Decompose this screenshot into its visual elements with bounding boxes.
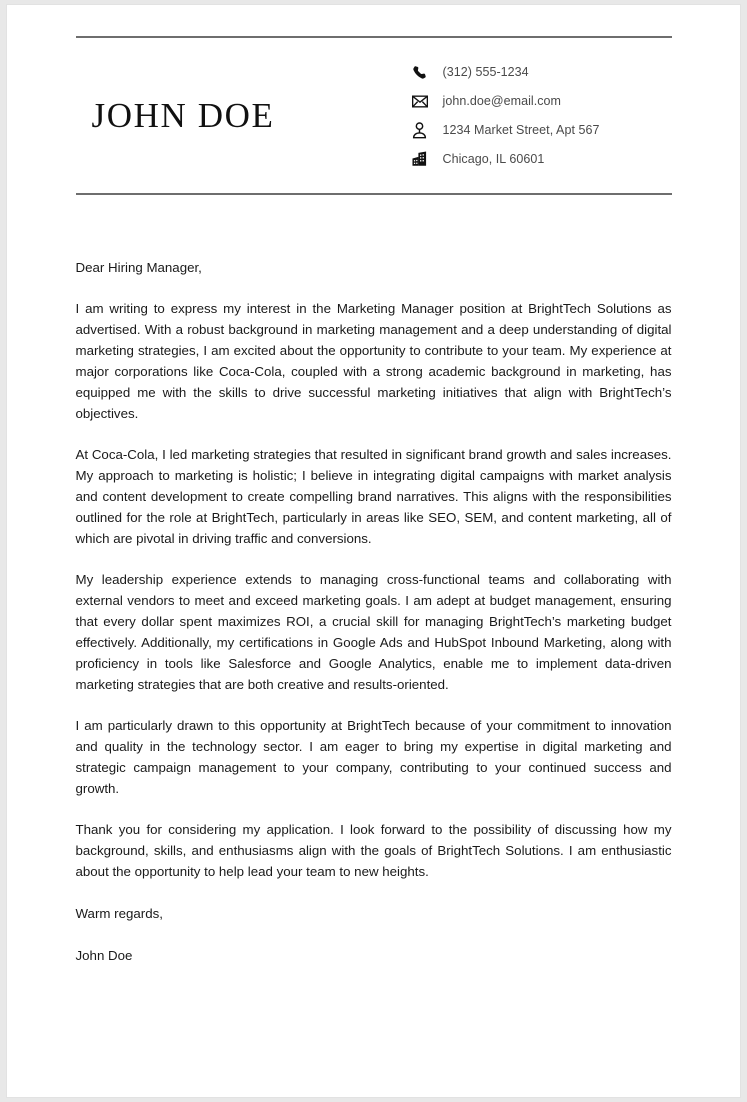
contact-row-phone xyxy=(412,63,662,82)
envelope-icon xyxy=(412,92,434,111)
signature-name: John Doe xyxy=(75,948,133,963)
location-pin-icon xyxy=(412,121,434,140)
contact-row-email xyxy=(412,92,662,111)
building-icon xyxy=(412,150,434,169)
letter-header xyxy=(76,5,672,195)
body-paragraph-5: Thank you for considering my application. I look forward to the possibility of discussing how my background, skills, and enthusiasms align with the goals of BrightTech Solutions. I am enthusiastic about the opportunity to help lead your team to new heights. xyxy=(75,822,672,879)
header-content xyxy=(76,38,672,193)
contact-value-email: john.doe@email.com xyxy=(442,94,562,108)
body-paragraph-2: At Coca-Cola, I led marketing strategies that resulted in significant brand growth and sales increases. My approach to marketing is holistic; I believe in integrating digital campaigns with market analysis and content development to create compelling brand narratives. This aligns with the responsibilities outlined for the role at BrightTech, particularly in areas like SEO, SEM, and content marketing, all of which are pivotal in driving traffic and conversions. xyxy=(75,447,672,546)
body-paragraph-3: My leadership experience extends to managing cross-functional teams and collaborating with external vendors to meet and exceed marketing goals. I am adept at budget management, ensuring that every dollar spent maximizes ROI, a crucial skill for managing BrightTech’s marketing budget effectively. Additionally, my certifications in Google Ads and HubSpot Inbound Marketing, along with proficiency in tools like Salesforce and Google Analytics, enable me to implement data-driven marketing strategies that are both creative and results-oriented. xyxy=(75,572,672,692)
document-page xyxy=(6,4,741,1098)
contact-list xyxy=(412,63,672,169)
closing-line: Warm regards, xyxy=(75,906,163,921)
page-title: JOHN DOE xyxy=(91,95,275,135)
salutation: Dear Hiring Manager, xyxy=(75,260,202,275)
contact-value-city: Chicago, IL 60601 xyxy=(442,152,545,166)
body-paragraph-4: I am particularly drawn to this opportunity at BrightTech because of your commitment to innovation and quality in the technology sector. I am eager to bring my expertise in digital marketing and strategic campaign management to your company, contributing to your continued success and growth. xyxy=(75,718,672,796)
contact-value-address: 1234 Market Street, Apt 567 xyxy=(442,123,600,137)
phone-icon xyxy=(412,63,434,82)
letter-body xyxy=(76,195,672,966)
contact-row-city xyxy=(412,150,662,169)
contact-value-phone: (312) 555-1234 xyxy=(442,65,529,79)
header-bottom-rule xyxy=(76,193,672,195)
body-paragraph-1: I am writing to express my interest in the Marketing Manager position at BrightTech Solutions as advertised. With a robust background in marketing management and a deep understanding of digital marketing strategies, I am excited about the opportunity to contribute to your team. My experience at major corporations like Coca-Cola, coupled with a strong academic background in marketing, has equipped me with the skills to drive successful marketing initiatives that align with BrightTech’s objectives. xyxy=(75,301,672,421)
contact-row-address xyxy=(412,121,662,140)
